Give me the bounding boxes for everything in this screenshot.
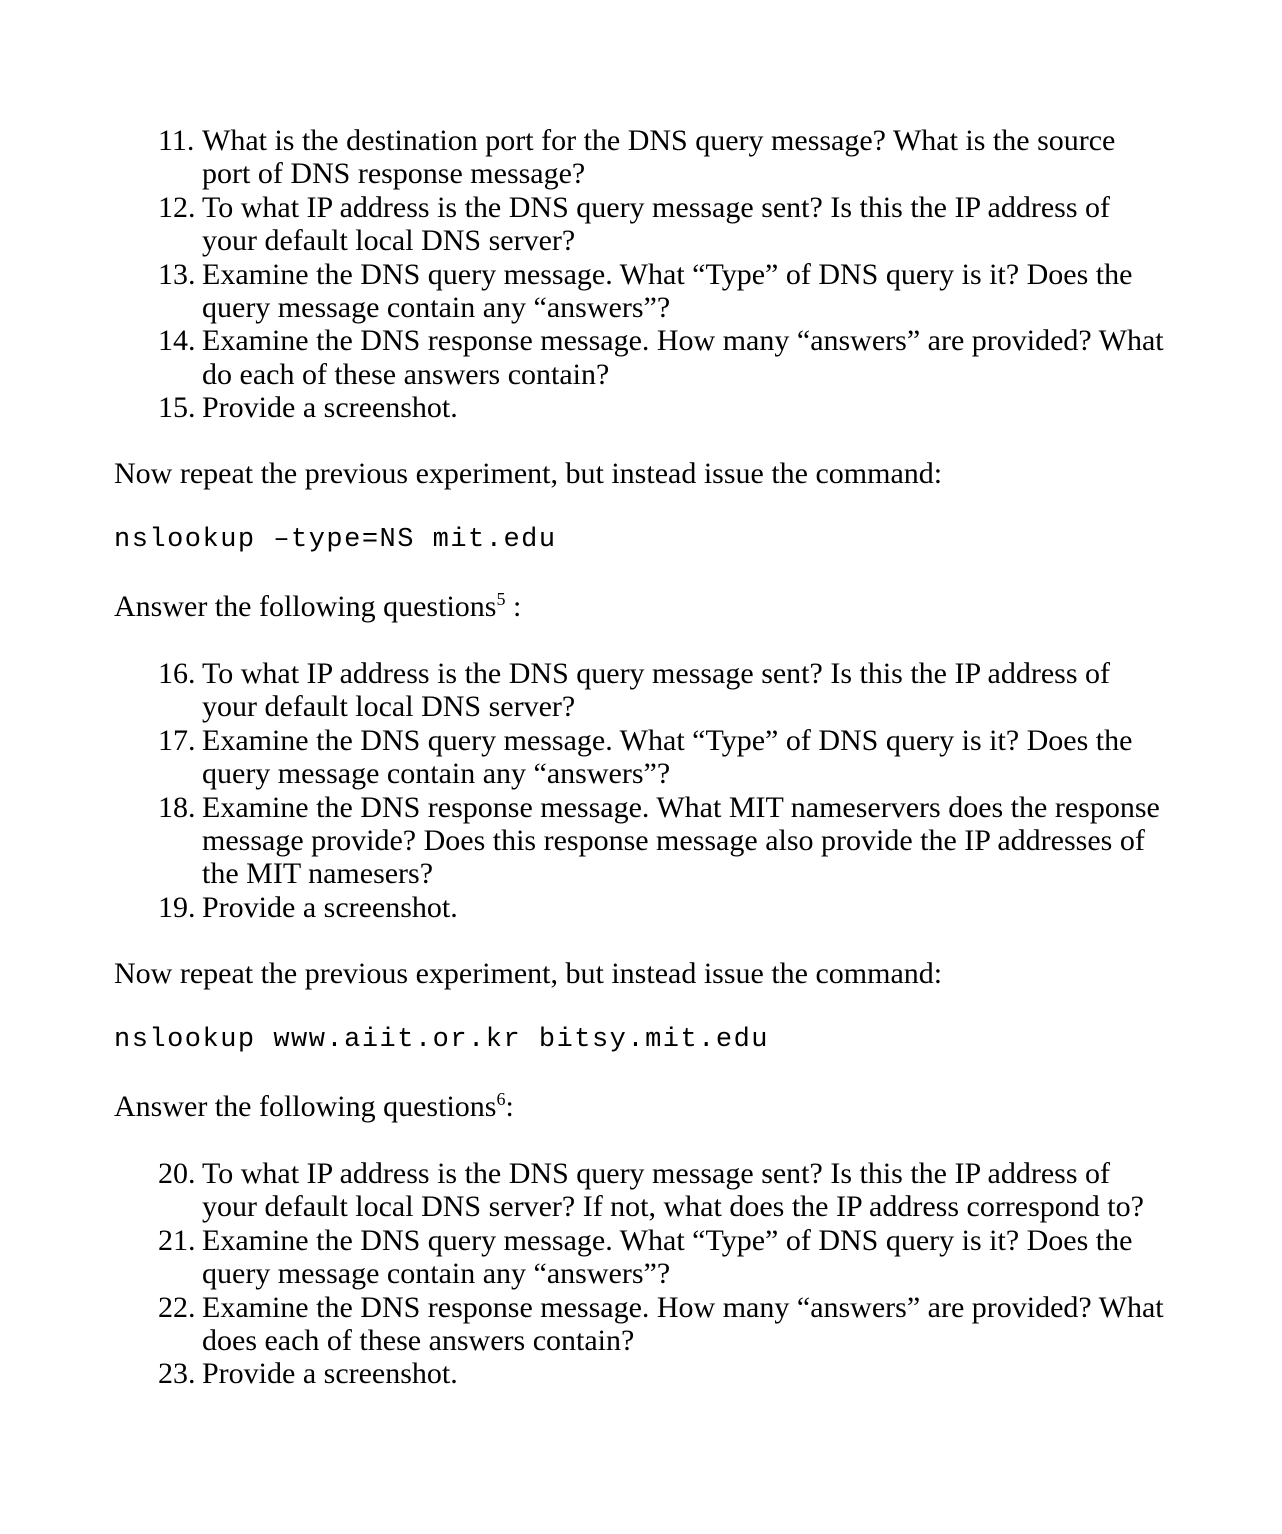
question-list-2 [158, 657, 1168, 924]
question-item [158, 891, 1168, 924]
question-text: Examine the DNS query message. What “Type” of DNS query is it? Does the query message contain any “answers”? [202, 1223, 1133, 1291]
question-text: Provide a screenshot. [202, 890, 458, 924]
question-text: Examine the DNS query message. What “Type” of DNS query is it? Does the query message contain any “answers”? [202, 723, 1133, 791]
question-number: 21. [158, 1223, 196, 1257]
question-number: 17. [158, 723, 196, 757]
command-line-1: nslookup –type=NS mit.edu [114, 525, 557, 555]
question-text: Examine the DNS response message. How many “answers” are provided? What does each of these answers contain? [202, 1290, 1164, 1358]
answer-heading-2 [114, 1090, 514, 1124]
question-number: 19. [158, 890, 196, 924]
answer-heading-text: Answer the following questions [114, 590, 497, 623]
question-item [158, 657, 1168, 724]
question-list-1 [158, 124, 1168, 425]
question-item [158, 1291, 1168, 1358]
question-item [158, 791, 1168, 891]
question-text: Examine the DNS response message. How many “answers” are provided? What do each of these answers contain? [202, 324, 1164, 391]
question-item [158, 124, 1168, 191]
question-number: 11. [158, 124, 195, 157]
footnote-marker: 5 [496, 589, 506, 609]
question-number: 12. [158, 190, 196, 224]
answer-heading-suffix: : [505, 590, 522, 623]
question-item [158, 724, 1168, 791]
question-list-3 [158, 1157, 1168, 1391]
question-text: To what IP address is the DNS query message sent? Is this the IP address of your default local DNS server? [202, 190, 1111, 258]
command-line-2: nslookup www.aiit.or.kr bitsy.mit.edu [114, 1025, 769, 1055]
question-number: 15. [158, 391, 196, 425]
question-text: Provide a screenshot. [202, 1357, 458, 1391]
question-text: To what IP address is the DNS query message sent? Is this the IP address of your default local DNS server? [202, 657, 1111, 724]
question-number: 23. [158, 1357, 196, 1391]
question-text: To what IP address is the DNS query message sent? Is this the IP address of your default local DNS server? If not, what does the IP address correspond to? [202, 1157, 1144, 1224]
question-text: What is the destination port for the DNS query message? What is the source port of DNS response message? [202, 124, 1116, 191]
answer-heading-1 [114, 590, 521, 624]
question-number: 18. [158, 790, 196, 824]
question-item [158, 1224, 1168, 1291]
question-number: 22. [158, 1290, 196, 1324]
question-number: 14. [158, 324, 196, 358]
question-text: Provide a screenshot. [202, 391, 458, 425]
question-item [158, 1157, 1168, 1224]
instruction-paragraph-1: Now repeat the previous experiment, but instead issue the command: [114, 457, 943, 490]
question-number: 20. [158, 1157, 196, 1190]
question-item [158, 324, 1168, 391]
question-number: 16. [158, 657, 196, 690]
question-text: Examine the DNS query message. What “Type” of DNS query is it? Does the query message contain any “answers”? [202, 257, 1133, 325]
question-item [158, 191, 1168, 258]
question-item [158, 391, 1168, 424]
instruction-paragraph-2: Now repeat the previous experiment, but instead issue the command: [114, 957, 943, 990]
question-item [158, 258, 1168, 325]
footnote-marker: 6 [496, 1089, 506, 1109]
question-item [158, 1357, 1168, 1390]
question-number: 13. [158, 257, 196, 291]
answer-heading-suffix: : [505, 1090, 514, 1123]
question-text: Examine the DNS response message. What MIT nameservers does the response message provide? Does this response message also provide the IP addresses of the MIT namesers? [202, 790, 1160, 891]
answer-heading-text: Answer the following questions [114, 1090, 497, 1123]
